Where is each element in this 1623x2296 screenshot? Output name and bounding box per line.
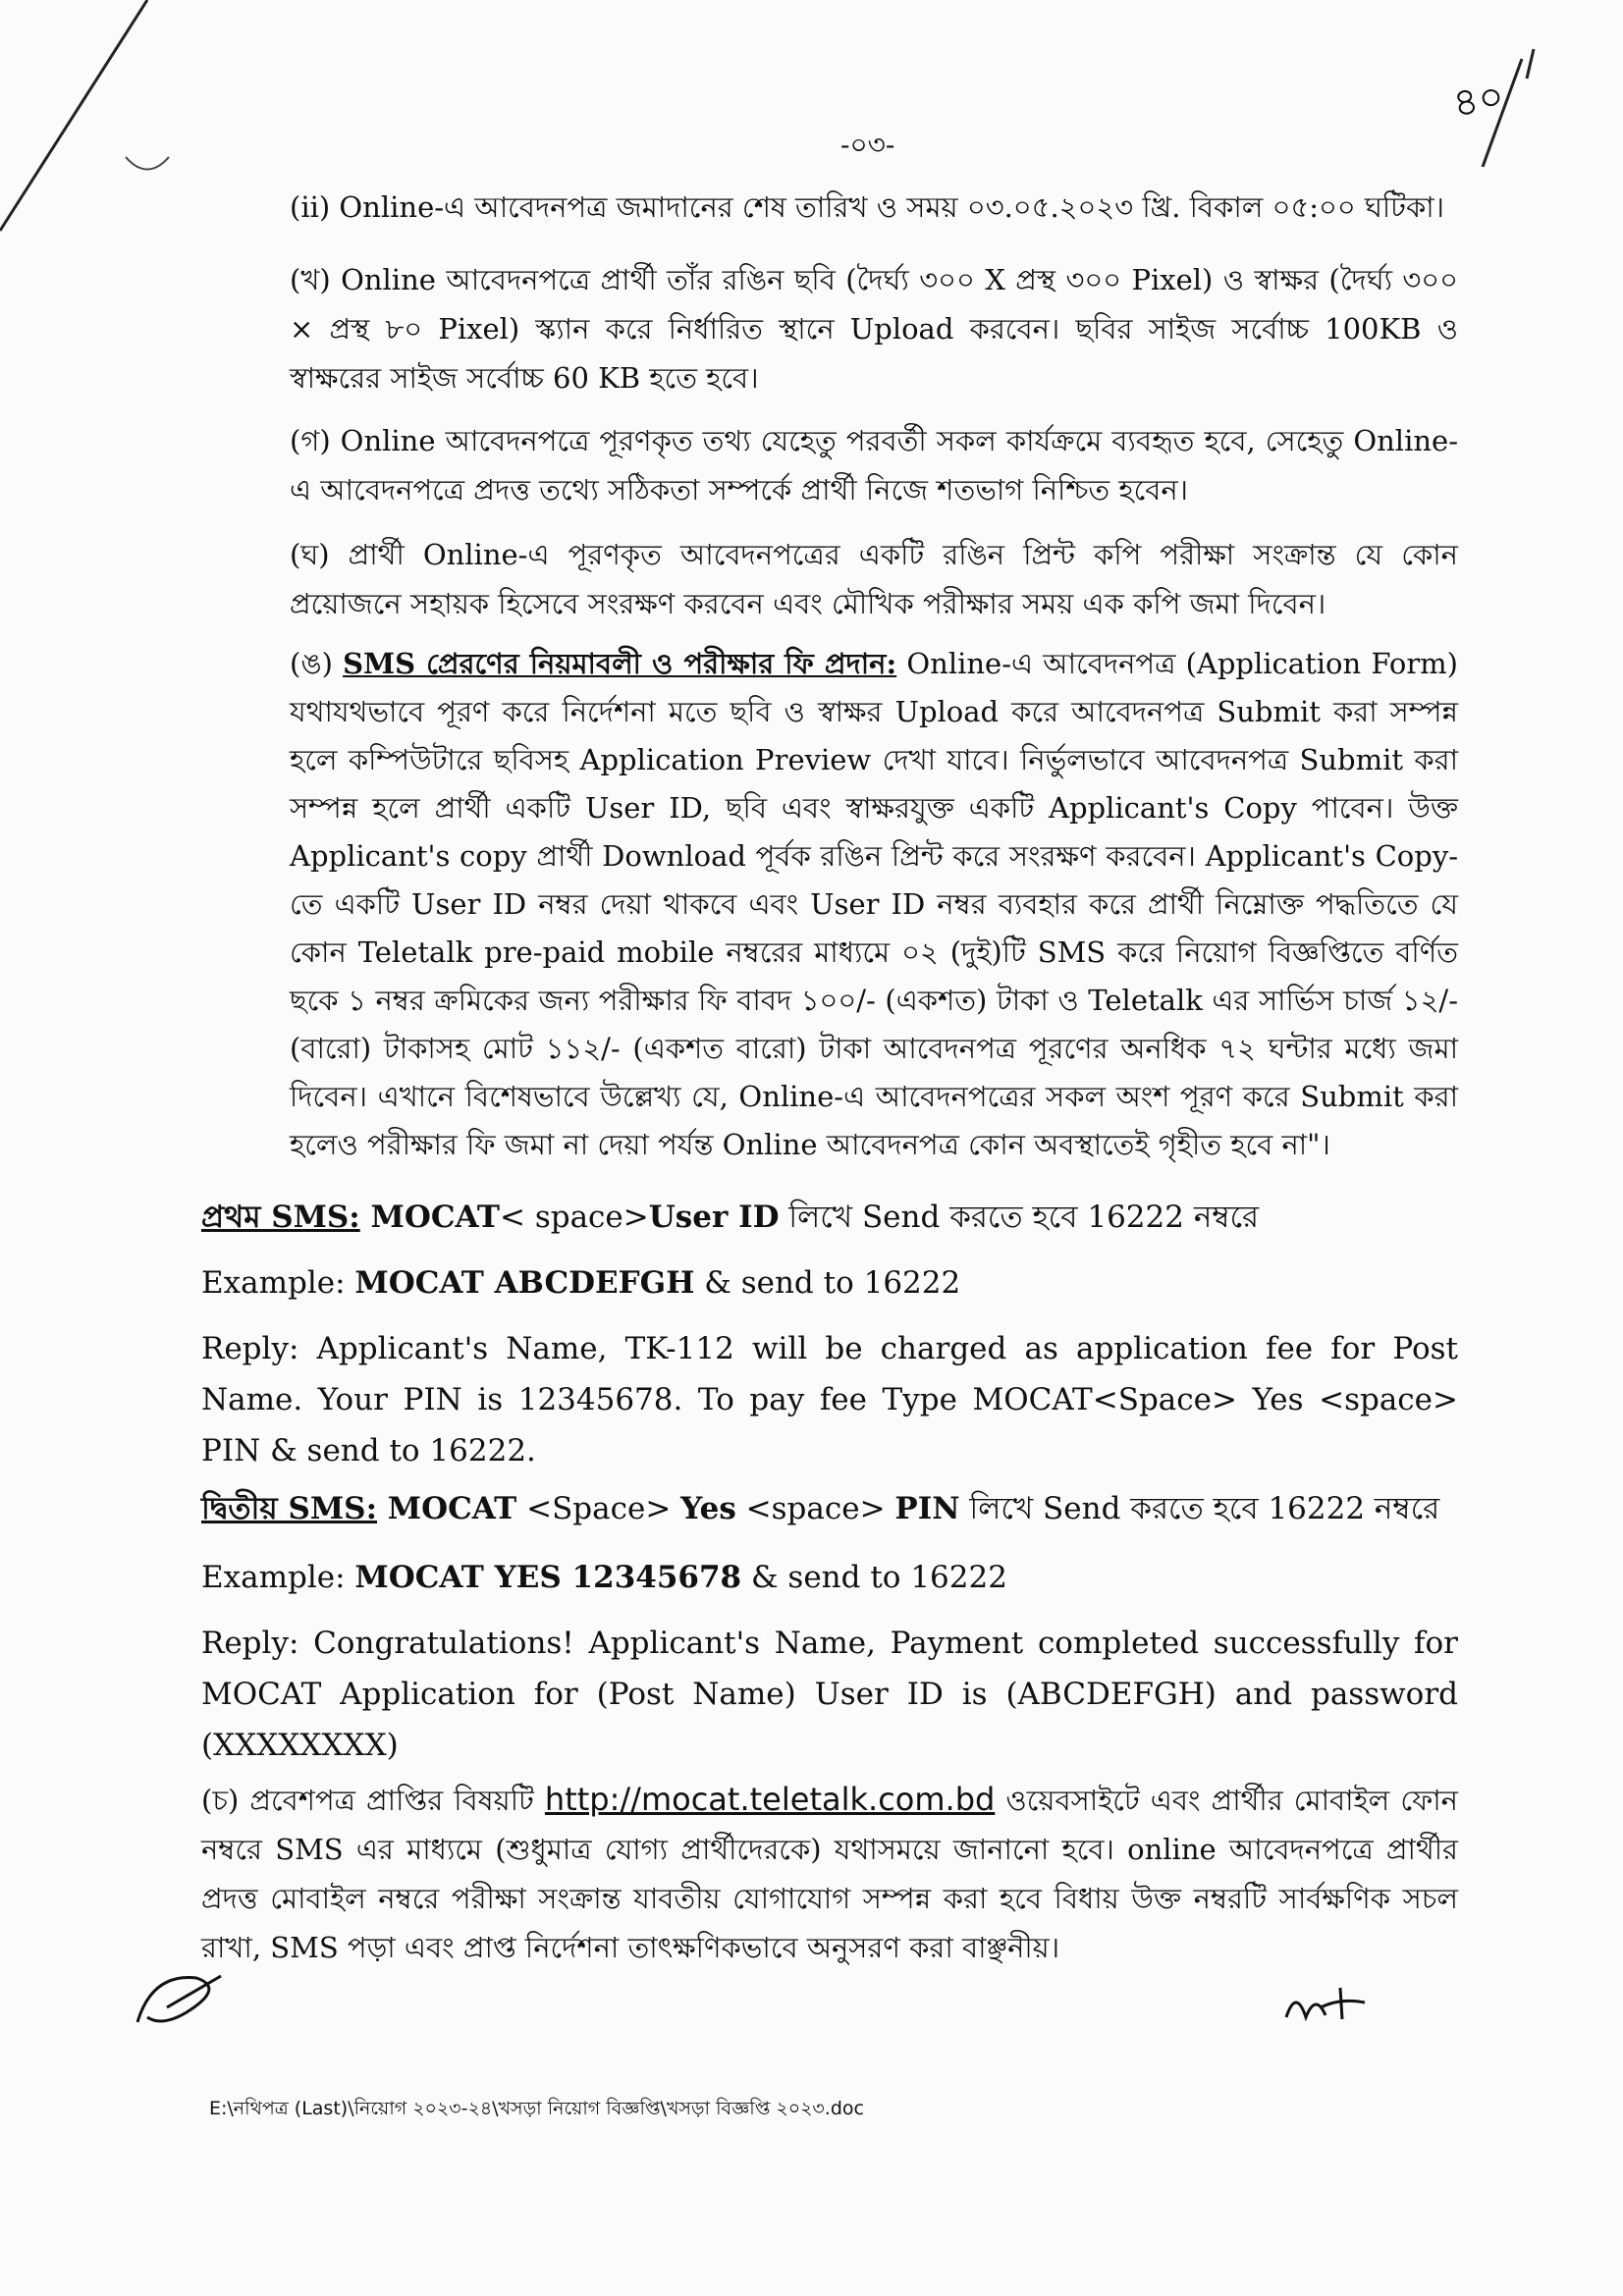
paragraph-umo-body: Online-এ আবেদনপত্র (Application Form) যথাযথভাবে পূরণ করে নির্দেশনা মতে ছবি ও স্বাক্ষর Upload করে আবেদনপত্র Submit করা সম্পন্ন হলে কম্পিউটারে ছবিসহ Application Preview দেখা যাবে। নির্ভুলভাবে আবেদনপত্র Submit করা সম্পন্ন হলে প্রার্থী একটি User ID, ছবি এবং স্বাক্ষরযুক্ত একটি Applicant's Copy পাবেন। উক্ত Applicant's copy প্রার্থী Download পূর্বক রঙিন প্রিন্ট করে সংরক্ষণ করবেন। Applicant's Copy-তে একটি User ID নম্বর দেয়া থাকবে এবং User ID নম্বর ব্যবহার করে প্রার্থী নিম্নোক্ত পদ্ধতিতে যে কোন Teletalk pre-paid mobile নম্বরের মাধ্যমে ০২ (দুই)টি SMS করে নিয়োগ বিজ্ঞপ্তিতে বর্ণিত ছকে ১ নম্বর ক্রমিকের জন্য পরীক্ষার ফি বাবদ ১০০/- (একশত) টাকা ও Teletalk এর সার্ভিস চার্জ ১২/- (বারো) টাকাসহ মোট ১১২/- (একশত বারো) টাকা আবেদনপত্র পূরণের অনধিক ৭২ ঘন্টার মধ্যে জমা দিবেন। এখানে বিশেষভাবে উল্লেখ্য যে, Online-এ আবেদনপত্রের সকল অংশ পূরণ করে Submit করা হলেও পরীক্ষার ফি জমা না দেয়া পর্যন্ত Online আবেদনপত্র কোন অবস্থাতেই গৃহীত হবে না"। (290, 647, 1458, 1161)
file-path-footer: E:\নথিপত্র (Last)\নিয়োগ ২০২৩-২৪\খসড়া নিয়োগ বিজ্ঞপ্তি\খসড়া বিজ্ঞপ্তি ২০২৩.doc (209, 2098, 864, 2119)
example-command: MOCAT YES 12345678 (354, 1560, 742, 1595)
first-sms-rest: লিখে Send করতে হবে 16222 নম্বরে (779, 1200, 1260, 1235)
paragraph-umo (290, 640, 1458, 1169)
corner-number: ৪০ (1449, 73, 1508, 128)
example-suffix: & send to 16222 (741, 1560, 1007, 1595)
paragraph-gha: (ঘ) প্রার্থী Online-এ পূরণকৃত আবেদনপত্রের একটি রঙিন প্রিন্ট কপি পরীক্ষা সংক্রান্ত যে কোন প্রয়োজনে সহায়ক হিসেবে সংরক্ষণ করবেন এবং মৌখিক পরীক্ষার সময় এক কপি জমা দিবেন। (290, 538, 1458, 620)
second-sms-reply: Reply: Congratulations! Applicant's Name, Payment completed successfully for MOCAT Application for (Post Name) User ID is (ABCDEFGH) and password (XXXXXXXX) (201, 1626, 1458, 1763)
first-sms-reply: Reply: Applicant's Name, TK-112 will be charged as application fee for Post Name. Your PIN is 12345678. To pay fee Type MOCAT<Space> Yes <space> PIN & send to 16222. (201, 1331, 1458, 1468)
second-sms-label: দ্বিতীয় SMS: (201, 1491, 378, 1526)
paragraph-cha-body: ওয়েবসাইটে এবং প্রার্থীর মোবাইল ফোন নম্বরে SMS এর মাধ্যমে (শুধুমাত্র যোগ্য প্রার্থীদেরকে) যথাসময়ে জানানো হবে। online আবেদনপত্রে প্রার্থীর প্রদত্ত মোবাইল নম্বরে পরীক্ষা সংক্রান্ত যাবতীয় যোগাযোগ সম্পন্ন করা হবে বিধায় উক্ত নম্বরটি সার্বক্ষণিক সচল রাখা, SMS পড়া এবং প্রাপ্ত নির্দেশনা তাৎক্ষণিকভাবে অনুসরণ করা বাঞ্ছনীয়। (201, 1784, 1458, 1964)
first-sms-label: প্রথম SMS: (201, 1200, 360, 1235)
paragraph-kha: (খ) Online আবেদনপত্রে প্রার্থী তাঁর রঙিন ছবি (দৈর্ঘ্য ৩০০ X প্রস্থ ৩০০ Pixel) ও স্বাক্ষর (দৈর্ঘ্য ৩০০ × প্রস্থ ৮০ Pixel) স্ক্যান করে নির্ধারিত স্থানে Upload করবেন। ছবির সাইজ সর্বোচ্চ 100KB ও স্বাক্ষরের সাইজ সর্বোচ্চ 60 KB হতে হবে। (290, 263, 1458, 395)
example-suffix: & send to 16222 (694, 1265, 961, 1301)
second-sms-space2: <space> (735, 1491, 895, 1526)
paragraph-cha (201, 1775, 1458, 1972)
second-sms-pin: PIN (894, 1491, 960, 1526)
example-prefix: Example: (201, 1265, 355, 1301)
first-sms-line (201, 1193, 1458, 1242)
paragraph-ii: (ii) Online-এ আবেদনপত্র জমাদানের শেষ তারিখ ও সময় ০৩.০৫.২০২৩ খ্রি. বিকাল ০৫:০০ ঘটিকা। (290, 190, 1445, 224)
example-command: MOCAT ABCDEFGH (354, 1265, 695, 1301)
page-number: -০৩- (840, 129, 895, 161)
example-prefix: Example: (201, 1560, 355, 1595)
paragraph-umo-prefix: (ঙ) (290, 647, 344, 680)
first-sms-example (201, 1258, 1458, 1308)
paragraph-ga: (গ) Online আবেদনপত্রে পূরণকৃত তথ্য যেহেতু পরবর্তী সকল কার্যক্রমে ব্যবহৃত হবে, সেহেতু Online-এ আবেদনপত্রে প্রদত্ত তথ্যে সঠিকতা সম্পর্কে প্রার্থী নিজে শতভাগ নিশ্চিত হবেন। (290, 424, 1458, 507)
second-sms-yes: Yes (680, 1491, 736, 1526)
first-sms-userid: User ID (648, 1200, 780, 1235)
first-sms-cmd: MOCAT (359, 1200, 500, 1235)
second-sms-example (201, 1553, 1458, 1602)
corner-fold-mark (0, 0, 196, 255)
mocat-teletalk-link[interactable]: http://mocat.teletalk.com.bd (544, 1781, 996, 1818)
signature-left (128, 1958, 236, 2037)
second-sms-cmd: MOCAT (377, 1491, 517, 1526)
paragraph-cha-prefix: (চ) প্রবেশপত্র প্রাপ্তির বিষয়টি (201, 1784, 545, 1817)
first-sms-space: < space> (499, 1200, 649, 1235)
sms-rules-heading: SMS প্রেরণের নিয়মাবলী ও পরীক্ষার ফি প্রদান: (343, 647, 897, 680)
second-sms-space1: <Space> (516, 1491, 681, 1526)
second-sms-line (201, 1484, 1458, 1533)
signature-right (1281, 1978, 1380, 2037)
second-sms-rest: লিখে Send করতে হবে 16222 নম্বরে (959, 1491, 1440, 1526)
